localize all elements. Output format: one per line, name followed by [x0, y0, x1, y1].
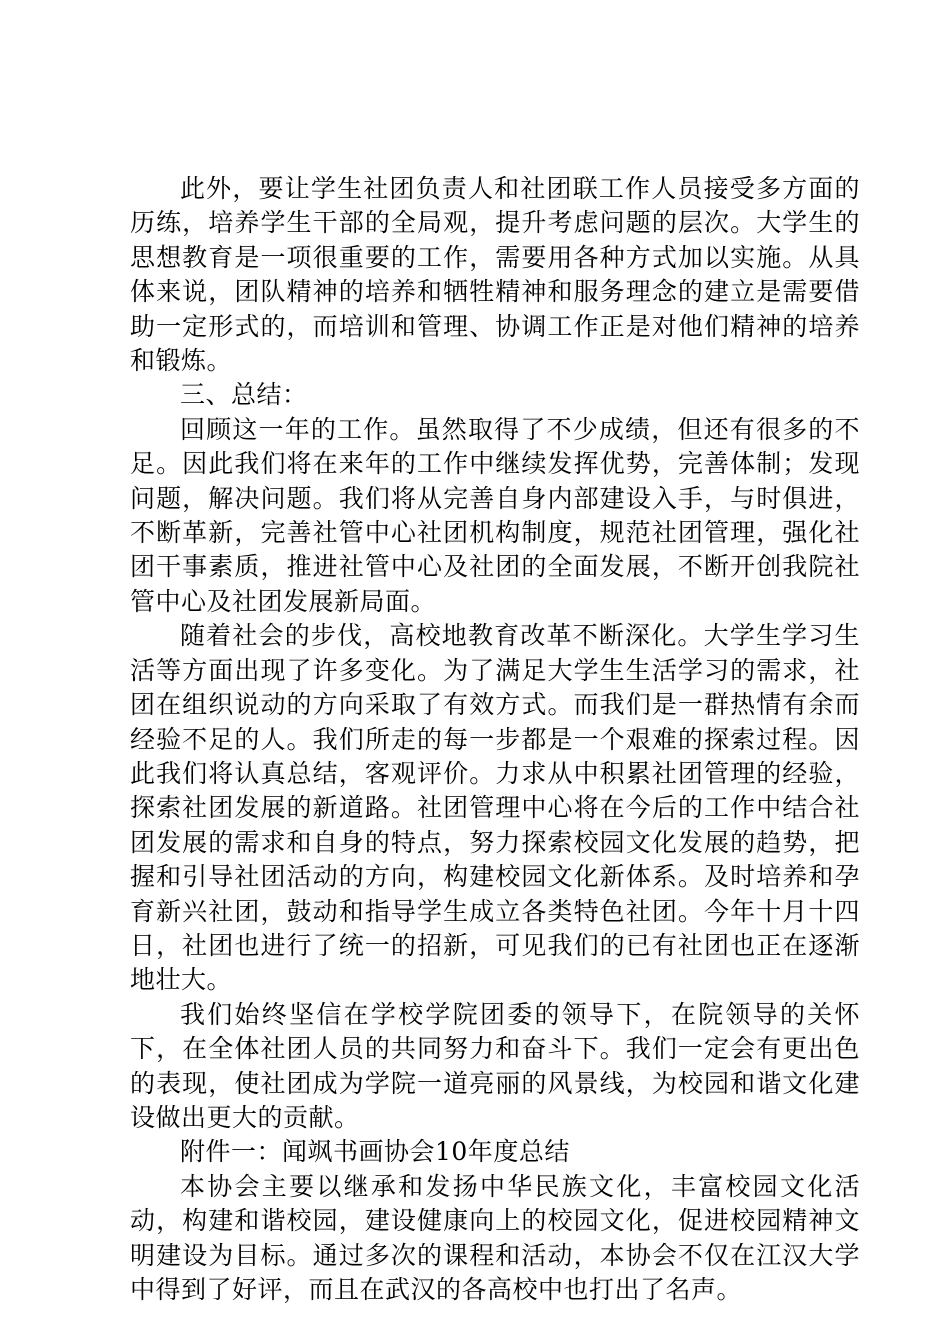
section-heading-summary: 三、总结： — [180, 380, 308, 410]
paragraph-intro: 此外，要让学生社团负责人和社团联工作人员接受多方面的历练，培养学生干部的全局观，提升考虑问题的层次。大学生的思想教育是一项很重要的工作，需要用各种方式加以实施。从具体来说，团队精神的培养和牺牲精神和服务理念的建立是需要借助一定形式的，而培训和管理、协调工作正是对他们精神的培养和锻炼。 — [130, 174, 860, 376]
paragraph-reform: 随着社会的步伐，高校地教育改革不断深化。大学生学习生活等方面出现了许多变化。为了满足大学生生活学习的需求，社团在组织说动的方向采取了有效方式。而我们是一群热情有余而经验不足的人。我们所走的每一步都是一个艰难的探索过程。因此我们将认真总结，客观评价。力求从中积累社团管理的经验，探索社团发展的新道路。社团管理中心将在今后的工作中结合社团发展的需求和自身的特点，努力探索校园文化发展的趋势，把握和引导社团活动的方向，构建校园文化新体系。及时培养和孕育新兴社团，鼓动和指导学生成立各类特色社团。今年十月十四日，社团也进行了统一的招新，可见我们的已有社团也正在逐渐地壮大。 — [130, 621, 860, 995]
paragraph-review: 回顾这一年的工作。虽然取得了不少成绩，但还有很多的不足。因此我们将在来年的工作中继续发挥优势，完善体制；发现问题，解决问题。我们将从完善自身内部建设入手，与时俱进，不断革新，完善社管中心社团机构制度，规范社团管理，强化社团干事素质，推进社管中心及社团的全面发展，不断开创我院社管中心及社团发展新局面。 — [130, 414, 860, 616]
document-body — [130, 172, 860, 1307]
paragraph-belief: 我们始终坚信在学校学院团委的领导下，在院领导的关怀下，在全体社团人员的共同努力和奋斗下。我们一定会有更出色的表现，使社团成为学院一道亮丽的风景线，为校园和谐文化建设做出更大的贡献。 — [130, 999, 860, 1132]
attachment-heading: 附件一：闻飒书画协会10年度总结 — [180, 1137, 570, 1167]
paragraph-association: 本协会主要以继承和发扬中华民族文化，丰富校园文化活动，构建和谐校园，建设健康向上的校园文化，促进校园精神文明建设为目标。通过多次的课程和活动，本协会不仅在江汉大学中得到了好评，而且在武汉的各高校中也打出了名声。 — [130, 1171, 860, 1304]
